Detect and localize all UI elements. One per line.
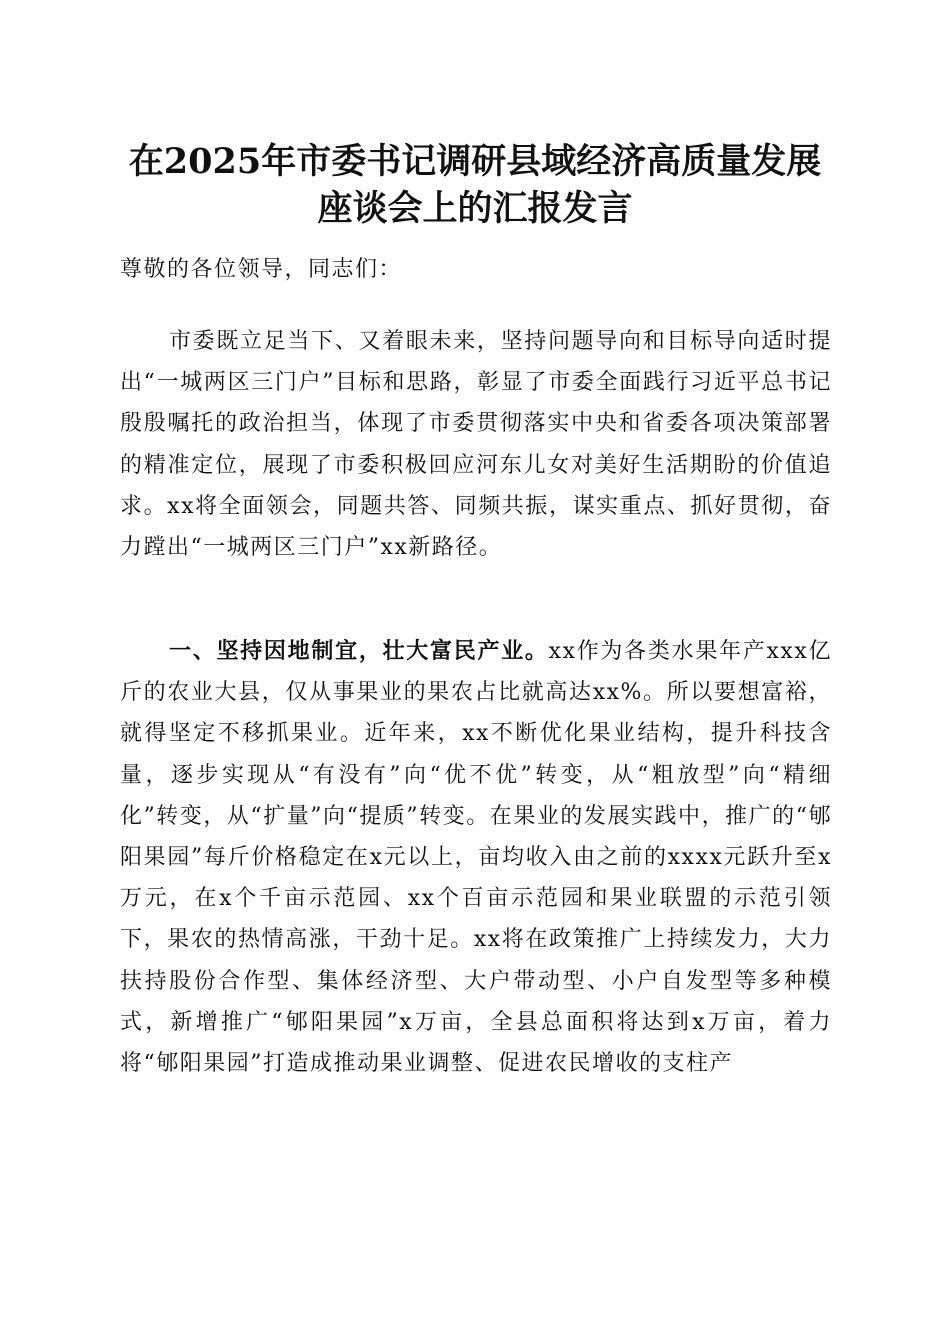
section-1-heading: 一、坚持因地制宜，壮大富民产业。 — [169, 638, 549, 664]
section-1-body: xx作为各类水果年产xxx亿斤的农业大县，仅从事果业的果农占比就高达xx%。所以要想富裕，就得坚定不移抓果业。近年来，xx不断优化果业结构，提升科技含量，逐步实现从“有没有”向“优不优”转变，从“粗放型”向“精细化”转变，从“扩量”向“提质”转变。在果业的发展实践中，推广的“郇阳果园”每斤价格稳定在x元以上，亩均收入由之前的xxxx元跃升至x万元，在x个千亩示范园、xx个百亩示范园和果业联盟的示范引领下，果农的热情高涨，干劲十足。xx将在政策推广上持续发力，大力扶持股份合作型、集体经济型、大户带动型、小户自发型等多种模式，新增推广“郇阳果园”x万亩，全县总面积将达到x万亩，着力将“郇阳果园”打造成推动果业调整、促进农民增收的支柱产 — [120, 639, 832, 1077]
paragraph-intro: 市委既立足当下、又着眼未来，坚持问题导向和目标导向适时提出“一城两区三门户”目标和思路，彰显了市委全面践行习近平总书记殷殷嘱托的政治担当，体现了市委贯彻落实中央和省委各项决策部署的精准定位，展现了市委积极回应河东儿女对美好生活期盼的价值追求。xx将全面领会，同题共答、同频共振，谋实重点、抓好贯彻，奋力蹚出“一城两区三门户”xx新路径。 — [120, 329, 832, 561]
paragraph-section-1 — [120, 631, 832, 1084]
document-title-line-1: 在2025年市委书记调研县域经济高质量发展 — [128, 141, 822, 182]
salutation: 尊敬的各位领导，同志们： — [120, 257, 403, 282]
document-title-line-2: 座谈会上的汇报发言 — [317, 188, 633, 229]
